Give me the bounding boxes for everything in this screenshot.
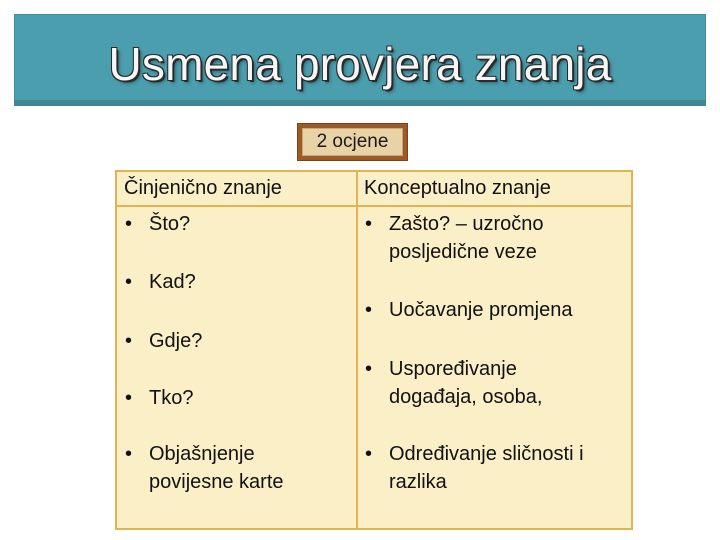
list-item: [125, 384, 345, 412]
bullet-icon: •: [125, 213, 133, 235]
header-divider: [117, 205, 631, 207]
left-item-text: Kad?: [149, 271, 196, 293]
list-item: [125, 210, 345, 238]
title-banner: [14, 14, 706, 106]
left-item-text: Gdje?: [149, 330, 203, 352]
right-item-text: Određivanje sličnosti i razlika: [389, 443, 584, 493]
right-item-text: Zašto? – uzročno posljedične veze: [389, 213, 544, 263]
list-item: [125, 268, 345, 296]
bullet-icon: •: [125, 387, 133, 409]
left-column-header: Činjenično znanje: [124, 177, 282, 199]
grade-badge: [297, 123, 408, 161]
list-item: [365, 296, 630, 324]
grade-badge-label: 2 ocjene: [302, 128, 403, 156]
knowledge-table: [115, 170, 633, 530]
left-item-text: Objašnjenje povijesne karte: [149, 443, 284, 493]
slide-title: Usmena provjera znanja: [108, 38, 612, 90]
bullet-icon: •: [365, 358, 373, 380]
left-item-text: Što?: [149, 213, 191, 235]
title-underline: [14, 100, 706, 106]
bullet-icon: •: [125, 271, 133, 293]
bullet-icon: •: [125, 443, 133, 465]
list-item: [125, 440, 325, 496]
bullet-icon: •: [365, 443, 373, 465]
list-item: [365, 355, 585, 411]
left-item-text: Tko?: [149, 387, 194, 409]
column-divider: [356, 172, 358, 528]
bullet-icon: •: [125, 330, 133, 352]
bullet-icon: •: [365, 299, 373, 321]
right-item-text: Uočavanje promjena: [389, 299, 573, 321]
right-column-header: Konceptualno znanje: [364, 177, 551, 199]
bullet-icon: •: [365, 213, 373, 235]
list-item: [125, 327, 345, 355]
right-item-text: Uspoređivanje događaja, osoba,: [389, 358, 543, 408]
list-item: [365, 210, 610, 266]
list-item: [365, 440, 630, 496]
